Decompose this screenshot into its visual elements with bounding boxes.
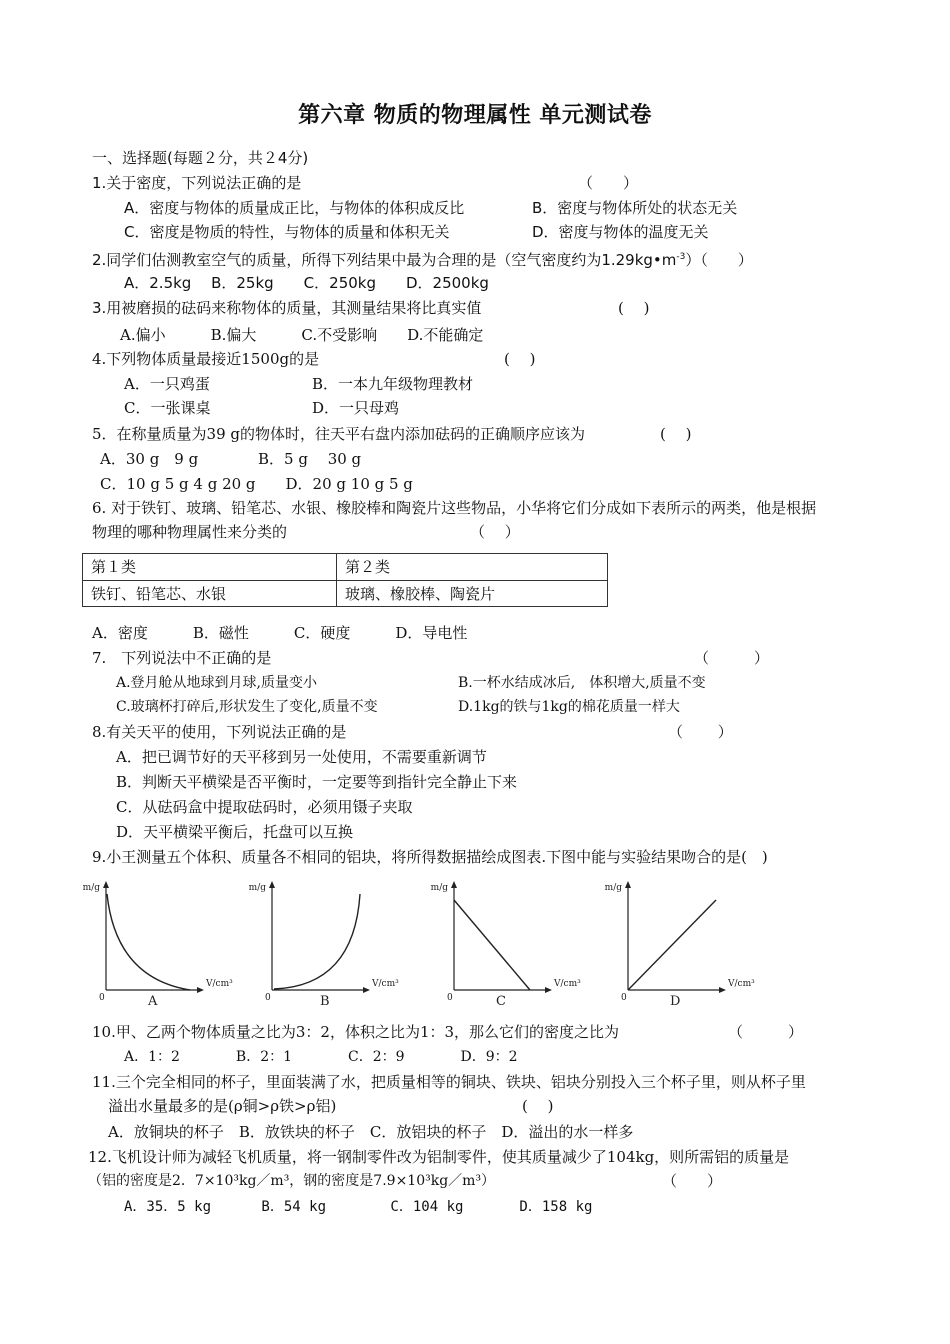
q9-stem: 9.小王测量五个体积、质量各不相同的铝块，将所得数据描绘成图表.下图中能与实验结果吻合的是( ) xyxy=(92,848,768,866)
page-title: 第六章 物质的物理属性 单元测试卷 xyxy=(298,103,652,128)
q7-answer-paren: （ ） xyxy=(694,649,770,667)
origin-label: 0 xyxy=(447,993,453,1003)
q7-option-d: D.1kg的铁与1kg的棉花质量一样大 xyxy=(458,699,680,715)
q8-option-a: A．把已调节好的天平移到另一处使用，不需要重新调节 xyxy=(116,748,487,766)
q8-stem: 8.有关天平的使用，下列说法正确的是 xyxy=(92,723,347,741)
q10-answer-paren: （ ） xyxy=(728,1023,804,1041)
q11-answer-paren: ( ) xyxy=(522,1097,554,1115)
table-header-class1: 第１类 xyxy=(91,558,137,576)
q4-stem: 4.下列物体质量最接近1500g的是 xyxy=(92,350,320,368)
x-axis-label: V/cm³ xyxy=(554,979,581,989)
q6-options: A．密度 B．磁性 C．硬度 D．导电性 xyxy=(92,624,468,642)
q1-option-d: D．密度与物体的温度无关 xyxy=(532,223,709,241)
table-divider xyxy=(83,580,607,581)
origin-label: 0 xyxy=(99,993,105,1003)
q1-option-a: A．密度与物体的质量成正比，与物体的体积成反比 xyxy=(124,199,465,217)
q11-stem-line1: 11.三个完全相同的杯子，里面装满了水，把质量相等的铜块、铁块、铝块分别投入三个杯子里，则从杯子里 xyxy=(92,1073,806,1091)
q8-answer-paren: （ ） xyxy=(668,723,733,741)
x-axis-label: V/cm³ xyxy=(372,979,399,989)
y-axis-arrow xyxy=(625,881,631,888)
q1-option-b: B．密度与物体所处的状态无关 xyxy=(532,199,738,217)
curve-a xyxy=(107,894,190,990)
q5-option-b: B．5 g 30 g xyxy=(258,450,362,468)
y-axis-arrow xyxy=(269,881,275,888)
x-axis-label: V/cm³ xyxy=(206,979,233,989)
q6-answer-paren: （ ） xyxy=(470,523,520,541)
q3-stem: 3.用被磨损的砝码来称物体的质量，其测量结果将比真实值 xyxy=(92,299,482,317)
table-cell-class2: 玻璃、橡胶棒、陶瓷片 xyxy=(345,585,496,603)
x-axis-arrow xyxy=(545,987,552,993)
q9-graph-a xyxy=(82,878,258,1010)
y-axis-arrow xyxy=(103,881,109,888)
q7-option-b: B.一杯水结成冰后, 体积增大,质量不变 xyxy=(458,675,706,691)
x-axis-arrow xyxy=(363,987,370,993)
graph-caption: C xyxy=(496,994,506,1009)
q2-options: A．2.5kg B．25kg C．250kg D．2500kg xyxy=(124,274,489,292)
q6-classification-table xyxy=(82,553,608,607)
line-c xyxy=(454,900,530,990)
q2-stem-text: 2.同学们估测教室空气的质量，所得下列结果中最为合理的是（空气密度约为1.29kg•m xyxy=(92,251,677,269)
q12-stem-line1: 12.飞机设计师为减轻飞机质量，将一钢制零件改为铝制零件，使其质量减少了104kg，则所需铝的质量是 xyxy=(88,1148,790,1166)
q5-options-cd: C．10 g 5 g 4 g 20 g D．20 g 10 g 5 g xyxy=(100,475,413,493)
q10-stem: 10.甲、乙两个物体质量之比为3：2，体积之比为1：3，那么它们的密度之比为 xyxy=(92,1023,620,1041)
q1-stem: 1.关于密度，下列说法正确的是 xyxy=(92,174,302,192)
q5-answer-paren: ( ) xyxy=(660,425,692,443)
q4-option-b: B．一本九年级物理教材 xyxy=(312,375,474,393)
q5-option-a: A．30 g 9 g xyxy=(100,450,199,468)
q12-options: A．35．5 kg B．54 kg C．104 kg D．158 kg xyxy=(124,1199,593,1215)
q7-option-a: A.登月舱从地球到月球,质量变小 xyxy=(116,675,318,691)
q10-options: A．1：2 B．2：1 C．2：9 D．9：2 xyxy=(124,1049,518,1065)
q11-stem-line2: 溢出水量最多的是(ρ铜>ρ铁>ρ铝) xyxy=(108,1097,337,1115)
q9-graph-b xyxy=(248,878,424,1010)
graph-caption: A xyxy=(148,994,158,1009)
q5-stem: 5．在称量质量为39 g的物体时，往天平右盘内添加砝码的正确顺序应该为 xyxy=(92,425,586,443)
graph-caption: B xyxy=(320,994,330,1009)
q11-options: A．放铜块的杯子 B．放铁块的杯子 C．放铝块的杯子 D．溢出的水一样多 xyxy=(108,1123,634,1141)
q4-option-d: D．一只母鸡 xyxy=(312,399,400,417)
q9-graph-c xyxy=(430,878,606,1010)
q7-option-c: C.玻璃杯打碎后,形状发生了变化,质量不变 xyxy=(116,699,378,715)
q12-answer-paren: （ ） xyxy=(662,1172,723,1190)
q4-option-c: C．一张课桌 xyxy=(124,399,211,417)
table-cell-class1: 铁钉、铅笔芯、水银 xyxy=(91,585,227,603)
q3-options: A.偏小 B.偏大 C.不受影响 D.不能确定 xyxy=(120,326,484,344)
q2-stem-sup: -3 xyxy=(676,252,686,262)
graph-caption: D xyxy=(670,994,681,1009)
q6-stem-line2: 物理的哪种物理属性来分类的 xyxy=(92,523,288,541)
origin-label: 0 xyxy=(621,993,627,1003)
y-axis-label: m/g xyxy=(430,883,448,893)
x-axis-arrow xyxy=(197,987,204,993)
q8-option-c: C．从砝码盒中提取砝码时，必须用镊子夹取 xyxy=(116,798,413,816)
q6-stem-line1: 6. 对于铁钉、玻璃、铅笔芯、水银、橡胶棒和陶瓷片这些物品，小华将它们分成如下表所示的两类，他是根据 xyxy=(92,499,817,517)
q12-stem-line2: （铝的密度是2．7×10³kg／m³，钢的密度是7.9×10³kg／m³） xyxy=(88,1173,496,1189)
origin-label: 0 xyxy=(265,993,271,1003)
curve-b xyxy=(274,894,360,989)
section-heading: 一、选择题(每题２分，共２4分) xyxy=(92,149,309,167)
q4-option-a: A．一只鸡蛋 xyxy=(124,375,210,393)
q4-answer-paren: ( ) xyxy=(504,350,536,368)
x-axis-label: V/cm³ xyxy=(728,979,755,989)
q7-stem: 7. 下列说法中不正确的是 xyxy=(92,649,272,667)
y-axis-label: m/g xyxy=(604,883,622,893)
y-axis-arrow xyxy=(451,881,457,888)
q2-stem xyxy=(92,247,753,270)
q3-answer-paren: ( ) xyxy=(618,299,650,317)
x-axis-arrow xyxy=(719,987,726,993)
table-header-class2: 第２类 xyxy=(345,558,391,576)
q1-answer-paren: （ ） xyxy=(578,174,639,192)
y-axis-label: m/g xyxy=(82,883,100,893)
q9-graph-d xyxy=(604,878,780,1010)
q1-option-c: C．密度是物质的特性，与物体的质量和体积无关 xyxy=(124,223,450,241)
q8-option-b: B．判断天平横梁是否平衡时，一定要等到指针完全静止下来 xyxy=(116,773,518,791)
q2-stem-tail: ）（ ） xyxy=(685,251,753,269)
q8-option-d: D．天平横梁平衡后，托盘可以互换 xyxy=(116,823,354,841)
y-axis-label: m/g xyxy=(248,883,266,893)
line-d xyxy=(628,900,716,990)
